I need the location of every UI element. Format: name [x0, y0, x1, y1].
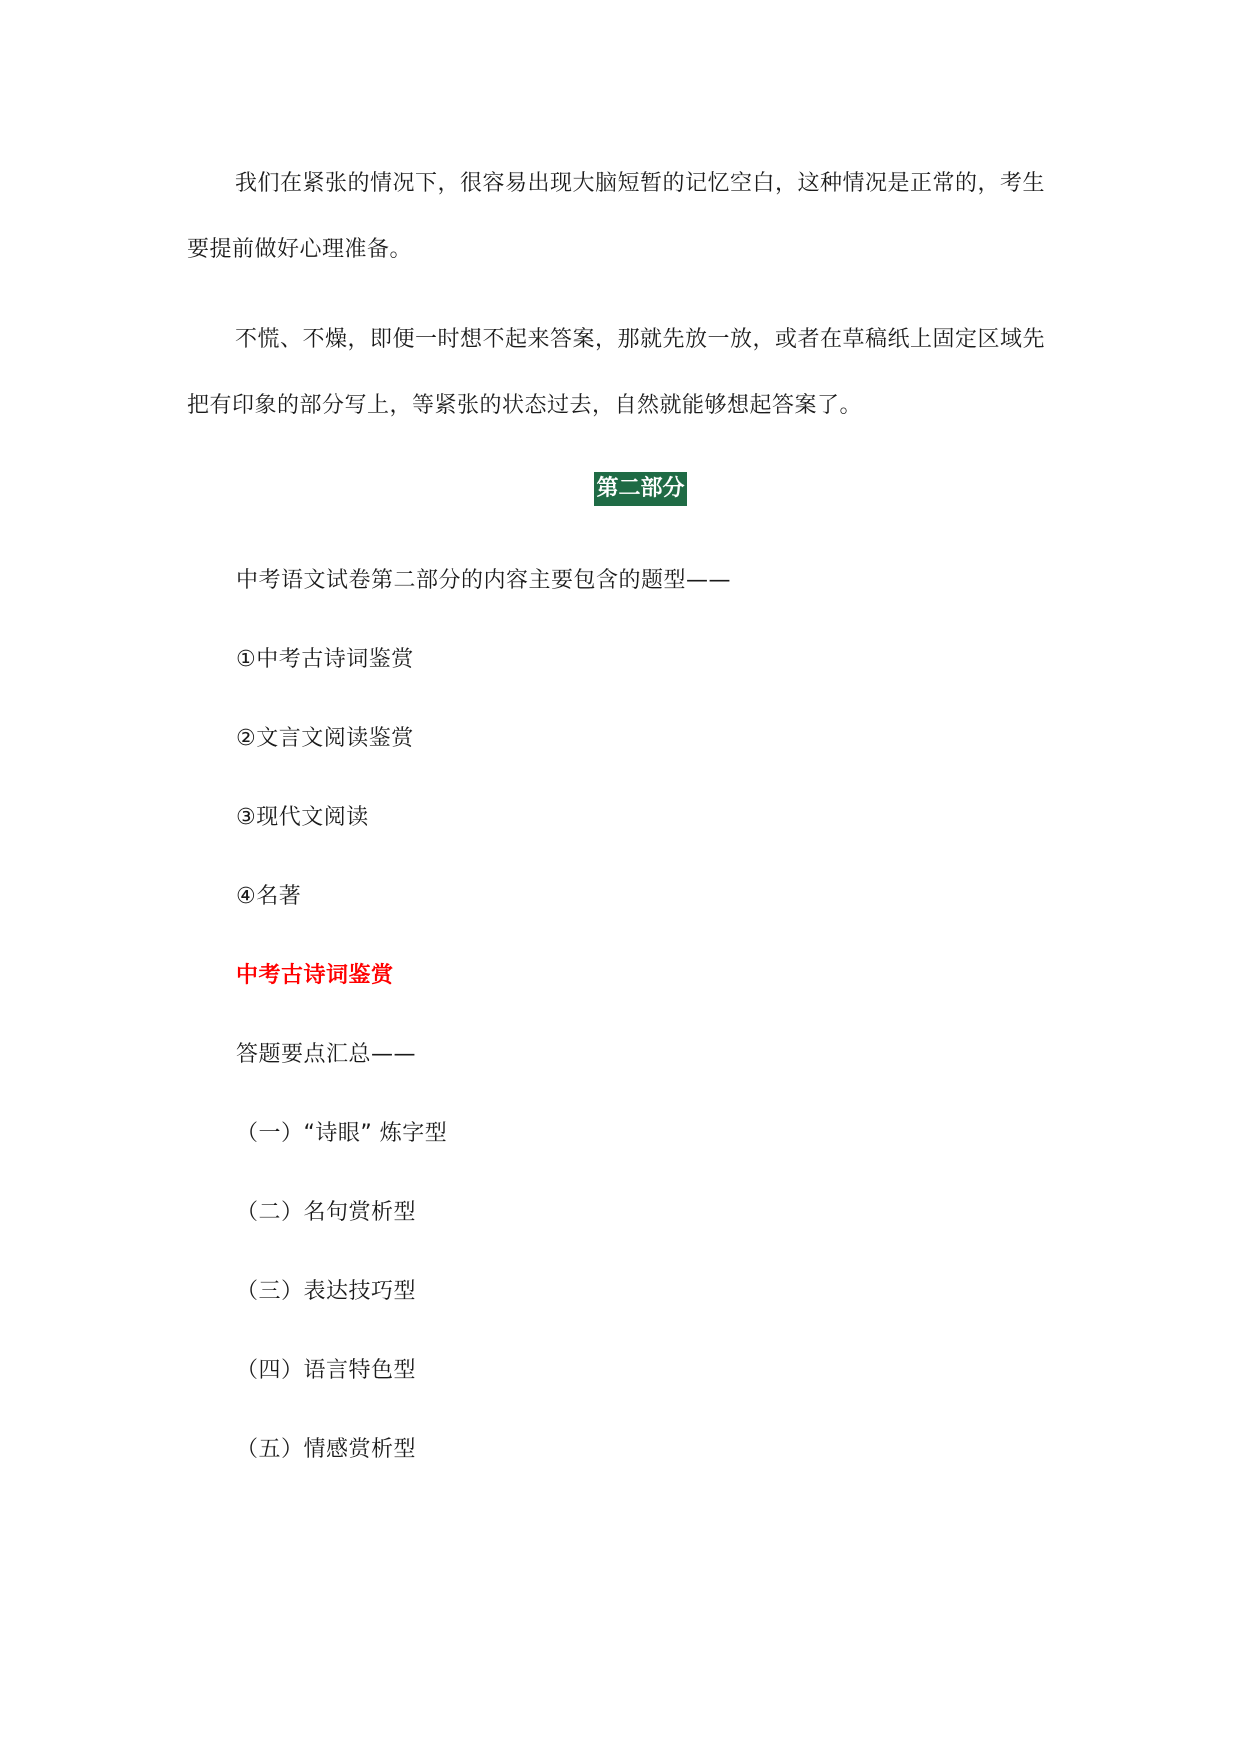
- question-type-item: ③现代文阅读: [236, 805, 369, 830]
- answer-point-item: （五）情感赏析型: [236, 1437, 417, 1462]
- question-type-item: ②文言文阅读鉴赏: [236, 726, 414, 751]
- section-intro: 中考语文试卷第二部分的内容主要包含的题型——: [236, 568, 732, 593]
- section-heading: 第二部分: [594, 472, 686, 506]
- section-heading-wrap: [0, 472, 1241, 506]
- answer-point-item: （四）语言特色型: [236, 1358, 417, 1383]
- answer-point-item: （三）表达技巧型: [236, 1279, 417, 1304]
- subsection-title: 中考古诗词鉴赏: [236, 963, 394, 988]
- answer-points-intro: 答题要点汇总——: [236, 1042, 417, 1067]
- paragraph-memory-blank: 我们在紧张的情况下，很容易出现大脑短暂的记忆空白，这种情况是正常的，考生要提前做好心理准备。: [187, 171, 1046, 262]
- answer-point-item: （一）“诗眼” 炼字型: [236, 1121, 448, 1146]
- paragraph-stay-calm: 不慌、不燥，即便一时想不起来答案，那就先放一放，或者在草稿纸上固定区域先把有印象的部分写上，等紧张的状态过去，自然就能够想起答案了。: [187, 327, 1046, 418]
- answer-point-item: （二）名句赏析型: [236, 1200, 417, 1225]
- question-type-item: ①中考古诗词鉴赏: [236, 647, 414, 672]
- question-type-item: ④名著: [236, 884, 302, 909]
